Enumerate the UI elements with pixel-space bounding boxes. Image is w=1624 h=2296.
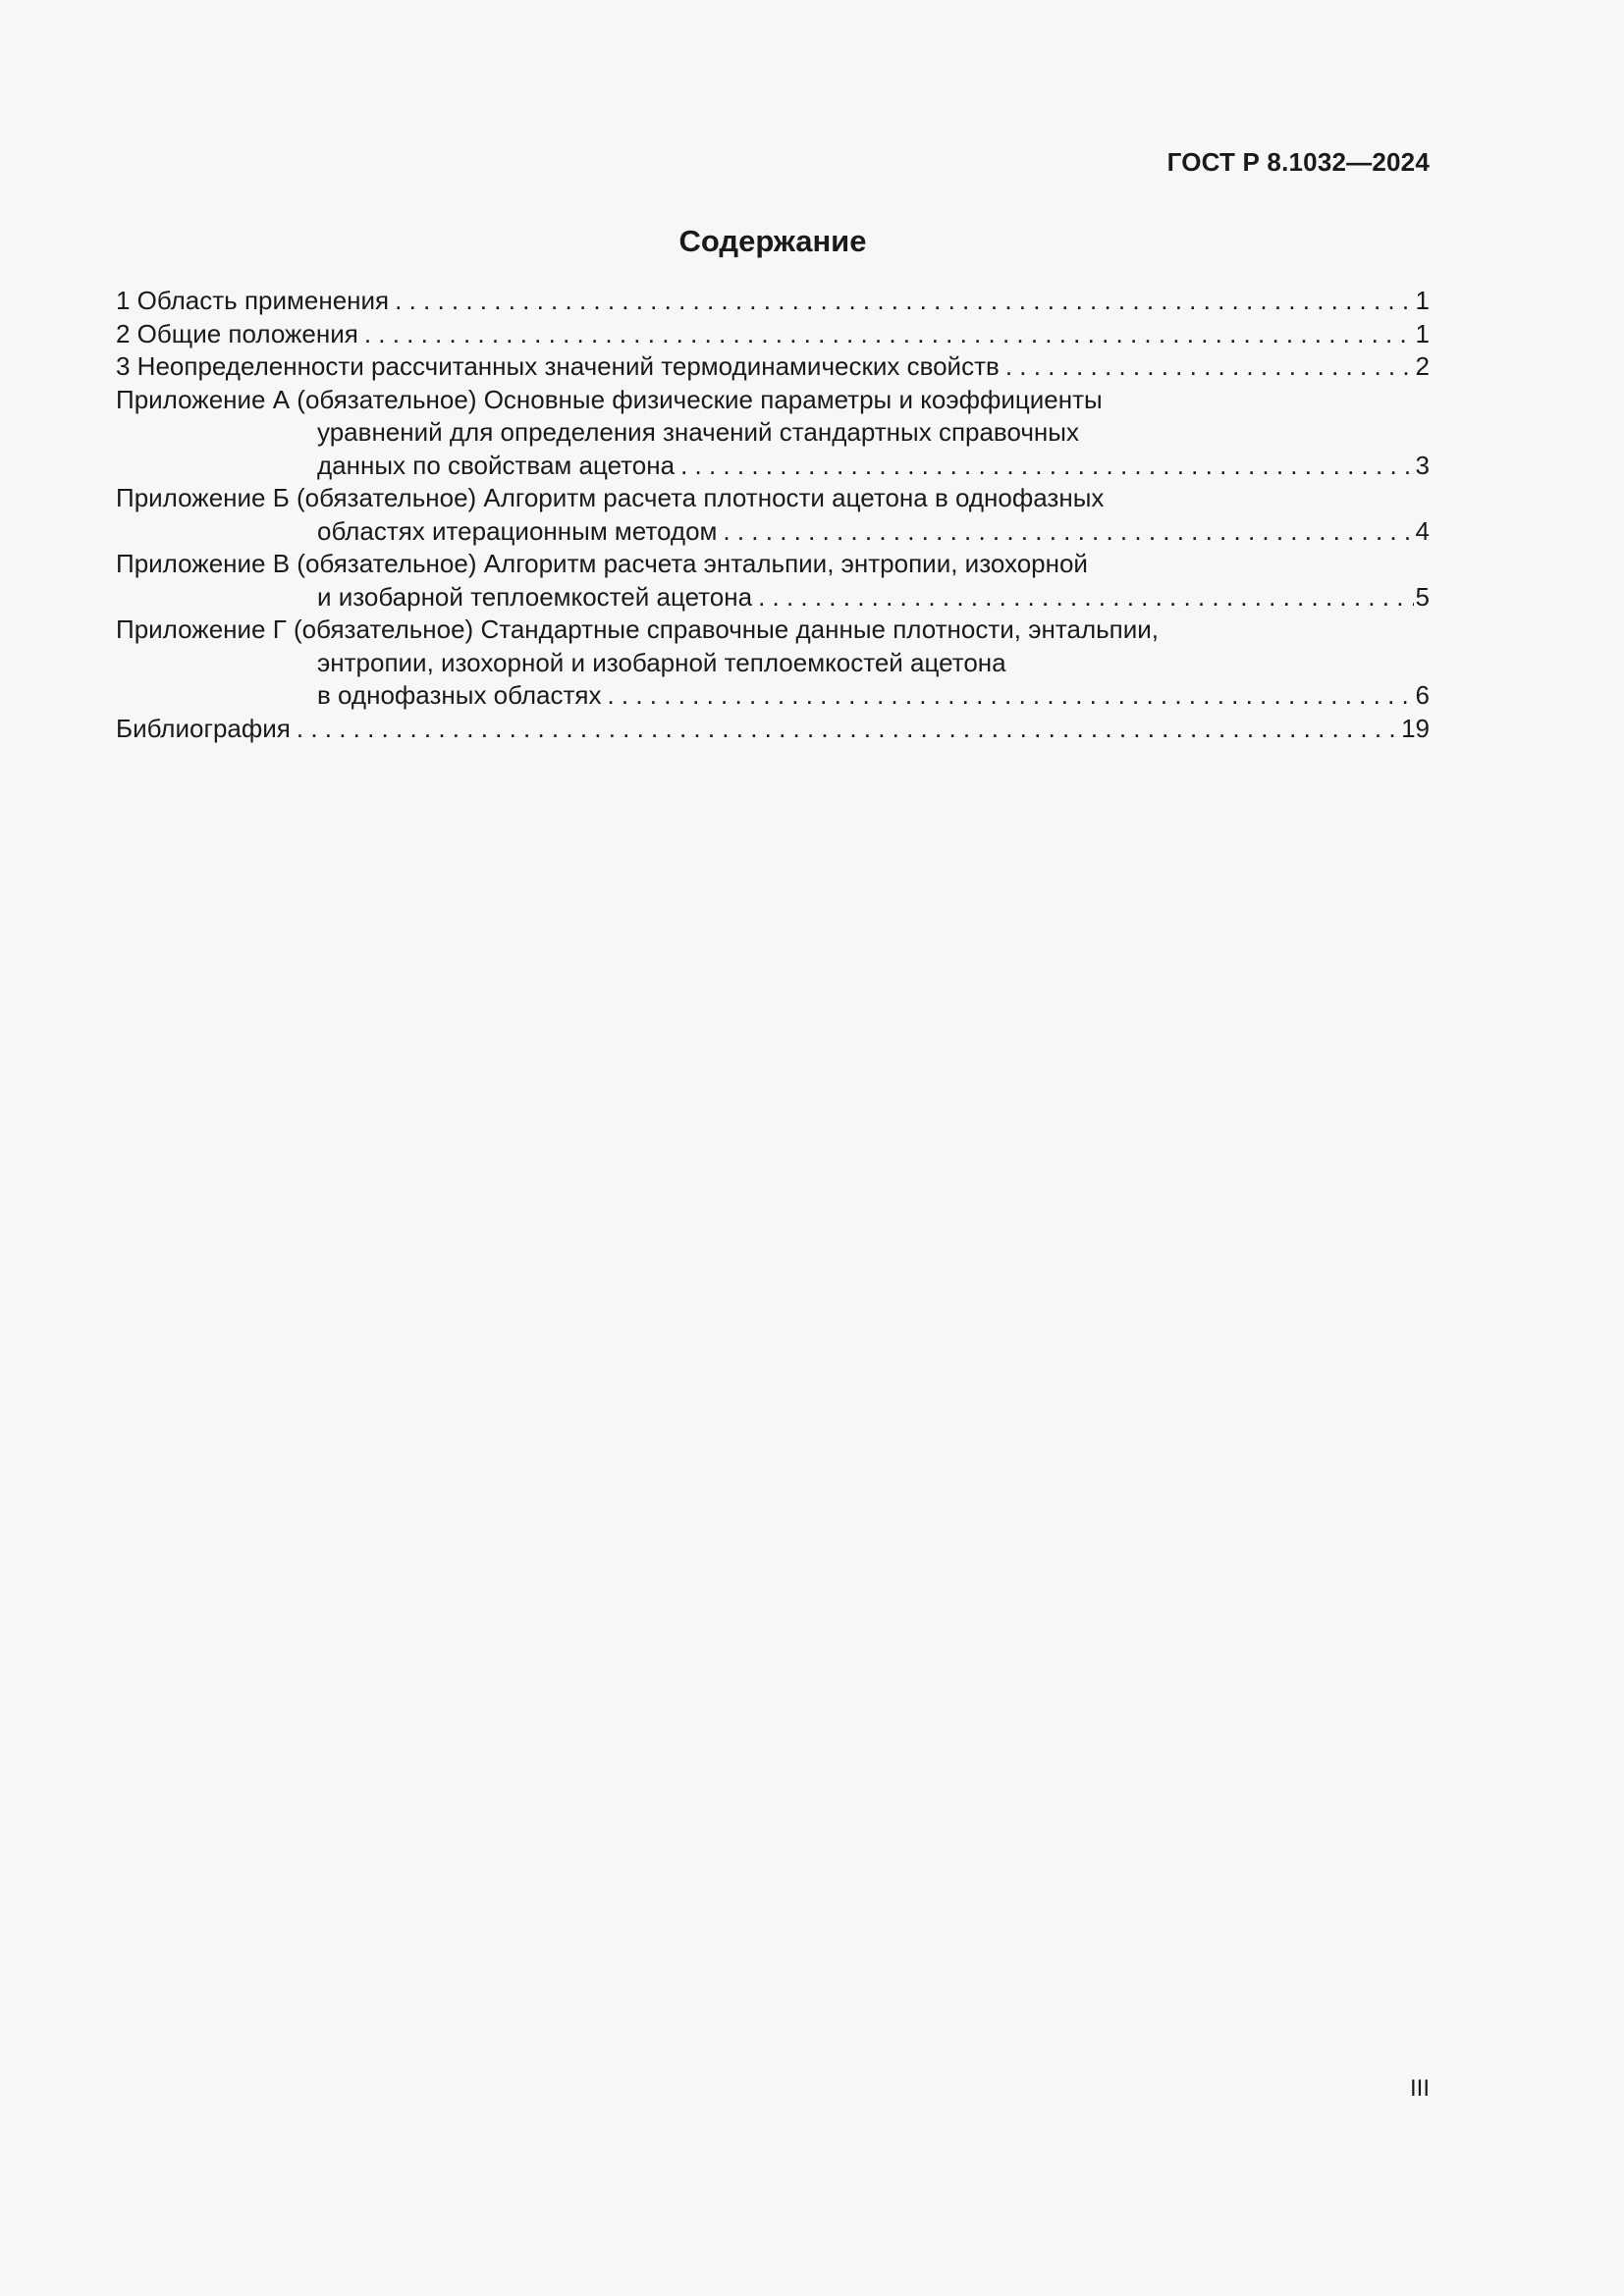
toc-page-number: 1 [1415,286,1430,315]
toc-leader-dots [1005,350,1414,384]
document-code: ГОСТ Р 8.1032—2024 [1166,147,1430,177]
toc-page-number: 6 [1415,680,1430,710]
toc-entry[interactable] [116,384,1430,483]
toc-page-number: 19 [1401,713,1430,743]
toc-entry-line [116,285,1430,318]
toc-leader-dots [680,450,1413,483]
toc-entry-line [116,548,1430,581]
toc-entry[interactable] [116,350,1430,384]
toc-entry-text: Библиография [116,713,291,743]
toc-entry-text: данных по свойствам ацетона [317,450,676,480]
toc-entry-line [116,581,1430,614]
toc-entry[interactable] [116,713,1430,746]
toc-entry-line [116,450,1430,483]
toc-entry-line [116,350,1430,384]
toc-entry-line [116,318,1430,351]
toc-entry-line [116,416,1430,450]
toc-leader-dots [297,713,1399,746]
toc-entry-line [116,384,1430,417]
toc-entry-line [116,713,1430,746]
toc-page-number: 5 [1415,581,1430,612]
toc-entry-text: 2 Общие положения [116,318,358,348]
toc-entry[interactable] [116,318,1430,351]
toc-entry-text: Приложение Г (обязательное) Стандартные справочные данные плотности, энтальпии, [116,614,1160,644]
page-number: III [1409,2075,1430,2102]
toc-entry-text: в однофазных областях [317,680,602,710]
toc-leader-dots [607,679,1413,713]
toc-leader-dots [758,581,1413,614]
toc-entry-text: уравнений для определения значений стандартных справочных [317,417,1079,447]
toc-entry[interactable] [116,482,1430,548]
toc-entry-text: Приложение А (обязательное) Основные физические параметры и коэффициенты [116,384,1103,414]
toc-entry-text: и изобарной теплоемкостей ацетона [317,581,753,612]
toc-entry-text: областях итерационным методом [317,515,718,546]
toc-leader-dots [395,285,1413,318]
toc-entry-line [116,679,1430,713]
toc-entry[interactable] [116,614,1430,713]
toc-leader-dots [364,318,1414,351]
toc-entry-line [116,515,1430,549]
toc-entry-text: Приложение В (обязательное) Алгоритм расчета энтальпии, энтропии, изохорной [116,549,1088,578]
toc-page-number: 4 [1415,515,1430,546]
toc-entry-text: 3 Неопределенности рассчитанных значений термодинамических свойств [116,351,1000,381]
toc-page-number: 3 [1415,450,1430,480]
toc-entry[interactable] [116,285,1430,318]
toc-entry-line [116,614,1430,647]
toc-page-number: 1 [1415,318,1430,348]
toc-leader-dots [723,515,1413,549]
toc-title: Содержание [678,224,867,258]
toc-entry-line [116,482,1430,515]
toc-entry-text: энтропии, изохорной и изобарной теплоемкостей ацетона [317,647,1006,677]
toc-entry[interactable] [116,548,1430,614]
toc-page-number: 2 [1415,351,1430,381]
toc-entry-text: Приложение Б (обязательное) Алгоритм расчета плотности ацетона в однофазных [116,483,1105,512]
table-of-contents [116,285,1430,745]
toc-entry-line [116,647,1430,680]
toc-entry-text: 1 Область применения [116,286,390,315]
